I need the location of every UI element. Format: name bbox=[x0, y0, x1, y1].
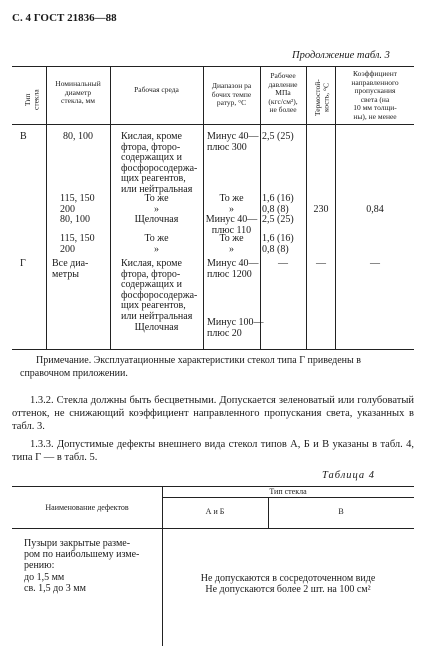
cell-b-m1: Кислая, кроме фтора, фторо- содержащих и фосфоросодержа- щих реагентов, или нейтральная bbox=[121, 131, 198, 195]
table4-col-ab: А и Б bbox=[205, 507, 225, 516]
col-header-coef: Коэффициент направленного пропускания света (на 10 мм толщи- ны), не менее bbox=[351, 69, 399, 121]
table-continuation-label: Продолжение табл. 3 bbox=[292, 50, 390, 61]
table3-vline bbox=[110, 66, 111, 349]
cell-b-d3: 115, 150 200 bbox=[60, 233, 95, 255]
cell-b-t3: То же » bbox=[219, 233, 244, 255]
table4-row-value-2: Не допускаются более 2 шт. на 100 см² bbox=[205, 584, 371, 595]
cell-g-t1: Минус 40— плюс 1200 bbox=[207, 258, 259, 280]
cell-type-g: Г bbox=[20, 258, 26, 269]
col-header-medium: Рабочая среда bbox=[134, 85, 179, 94]
cell-b-d2: 115, 150 200 80, 100 bbox=[60, 193, 95, 226]
table4-top-border bbox=[12, 486, 414, 487]
table3-vline bbox=[260, 66, 261, 349]
table4-title: Таблица 4 bbox=[322, 470, 376, 481]
cell-g-t2: Минус 100— плюс 20 bbox=[207, 317, 264, 339]
cell-b-m2: То же » Щелочная bbox=[134, 193, 179, 226]
col-header-temp: Диапазон ра бочих темпе ратур, °С bbox=[211, 81, 252, 108]
cell-b-m3: То же » bbox=[144, 233, 169, 255]
cell-g-thermal: — bbox=[316, 258, 326, 269]
cell-b-t2: То же » Минус 40— плюс 110 bbox=[205, 193, 258, 236]
col-header-type: Тип стекла bbox=[23, 89, 41, 111]
cell-b-p2: 1,6 (16) 0,8 (8) 2,5 (25) bbox=[262, 193, 294, 226]
table4-col-type: Тип стекла bbox=[269, 487, 307, 496]
cell-type-b: В bbox=[20, 131, 27, 142]
table3-vline bbox=[46, 66, 47, 349]
cell-g-d: Все диа- метры bbox=[52, 258, 89, 280]
table4-col-name: Наименование дефектов bbox=[45, 503, 129, 512]
col-header-thermal: Термостой- кость, °С bbox=[313, 79, 331, 117]
table3-vline bbox=[203, 66, 204, 349]
cell-b-d1: 80, 100 bbox=[63, 131, 93, 142]
table3-bottom-border bbox=[12, 349, 414, 350]
table4-header-border bbox=[12, 528, 414, 529]
table3-top-border bbox=[12, 66, 414, 67]
table4-row-value-1: Не допускаются в сосредоточенном виде bbox=[200, 573, 376, 584]
table4-row-defect: Пузыри закрытые разме- ром по наибольшему изме- рению: до 1,5 мм св. 1,5 до 3 мм bbox=[24, 538, 140, 594]
table4-col-v: В bbox=[338, 507, 344, 516]
paragraph-1-3-3: 1.3.3. Допустимые дефекты внешнего вида стекол типов А, Б и В указаны в табл. 4, типа Г — в табл. 5. bbox=[12, 439, 414, 463]
cell-b-t1: Минус 40— плюс 300 bbox=[207, 131, 259, 153]
table4-subheader-border bbox=[162, 497, 414, 498]
table3-note: Примечание. Эксплуатационные характеристики стекол типа Г приведены в справочном приложении. bbox=[20, 355, 361, 379]
page-header: С. 4 ГОСТ 21836—88 bbox=[12, 12, 117, 24]
cell-b-p3: 1,6 (16) 0,8 (8) bbox=[262, 233, 294, 255]
cell-b-thermal: 230 bbox=[313, 204, 329, 215]
table3-vline bbox=[335, 66, 336, 349]
cell-b-p1: 2,5 (25) bbox=[262, 131, 294, 142]
cell-g-coef: — bbox=[370, 258, 380, 269]
paragraph-1-3-2: 1.3.2. Стекла должны быть бесцветными. Допускается зеленоватый или голубоватый оттенок, не снижающий коэффициент направленного пропускания света, указанных в табл. 3. bbox=[12, 395, 414, 432]
col-header-pressure: Рабочее давление МПа (кгс/см²), не более bbox=[268, 71, 298, 115]
cell-g-m2: Щелочная bbox=[134, 322, 179, 333]
cell-b-coef: 0,84 bbox=[366, 204, 384, 215]
col-header-diameter: Номинальный диаметр стекла, мм bbox=[55, 79, 101, 106]
cell-g-m1: Кислая, кроме фтора, фторо- содержащих и фосфоросодержа- щих реагентов, или нейтральная bbox=[121, 258, 198, 322]
cell-g-p: — bbox=[278, 258, 288, 269]
table3-header-border bbox=[12, 124, 414, 125]
